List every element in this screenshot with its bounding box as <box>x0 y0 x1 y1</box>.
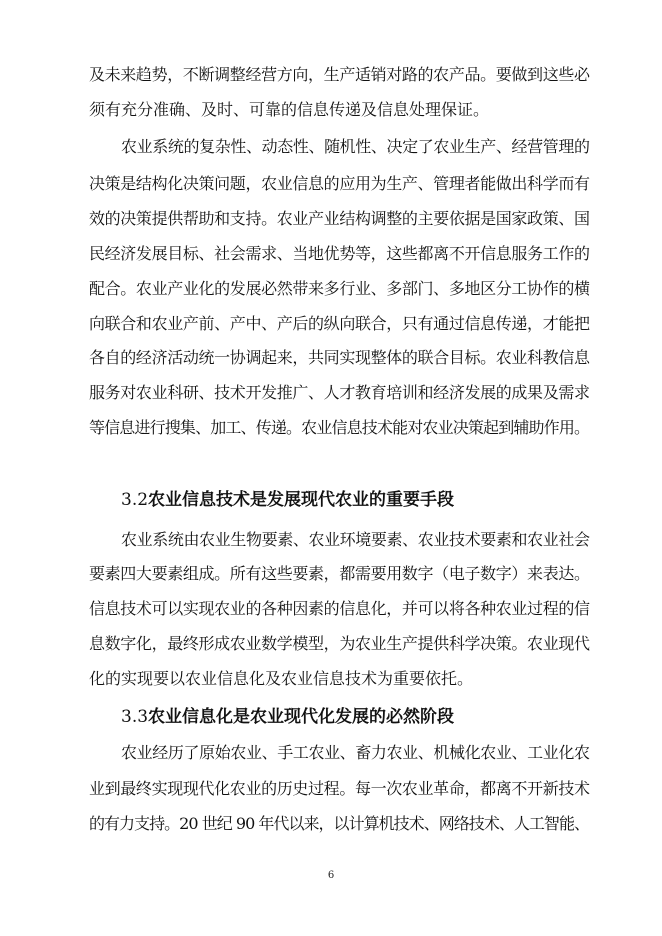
text-line: 农业系统的复杂性、动态性、随机性、决定了农业生产、经营管理的 <box>121 137 590 156</box>
text-line: 效的决策提供帮助和支持。农业产业结构调整的主要依据是国家政策、国 <box>89 209 590 228</box>
text-line: 等信息进行搜集、加工、传递。农业信息技术能对农业决策起到辅助作用。 <box>89 418 590 437</box>
text-line: 配合。农业产业化的发展必然带来多行业、多部门、多地区分工协作的横 <box>89 279 590 298</box>
text-line: 须有充分准确、及时、可靠的信息传递及信息处理保证。 <box>89 100 490 119</box>
text-line: 农业经历了原始农业、手工农业、畜力农业、机械化农业、工业化农 <box>121 743 590 762</box>
text-line: 各自的经济活动统一协调起来，共同实现整体的联合目标。农业科教信息 <box>89 348 590 367</box>
text-line: 的有力支持。20 世纪 90 年代以来，以计算机技术、网络技术、人工智能、 <box>89 814 590 833</box>
text-line: 化的实现要以农业信息化及农业信息技术为重要依托。 <box>89 669 474 688</box>
text-line: 要素四大要素组成。所有这些要素，都需要用数字（电子数字）来表达。 <box>89 564 590 583</box>
text-line: 向联合和农业产前、产中、产后的纵向联合，只有通过信息传递，才能把 <box>89 314 590 333</box>
text-line: 服务对农业科研、技术开发推广、人才教育培训和经济发展的成果及需求 <box>89 383 590 402</box>
section-title: 农业信息化是农业现代化发展的必然阶段 <box>148 707 455 727</box>
text-line: 决策是结构化决策问题，农业信息的应用为生产、管理者能做出科学而有 <box>89 174 590 193</box>
section-heading-3-3 <box>0 706 662 728</box>
text-line: 民经济发展目标、社会需求、当地优势等，这些都离不开信息服务工作的 <box>89 244 590 263</box>
text-line: 及未来趋势，不断调整经营方向，生产适销对路的农产品。要做到这些必 <box>89 65 590 84</box>
section-title: 农业信息技术是发展现代农业的重要手段 <box>148 490 455 510</box>
text-line: 业到最终实现现代化农业的历史过程。每一次农业革命，都离不开新技术 <box>89 779 590 798</box>
section-number: 3.3 <box>121 707 149 727</box>
text-line: 农业系统由农业生物要素、农业环境要素、农业技术要素和农业社会 <box>121 530 590 549</box>
page-number: 6 <box>327 870 335 881</box>
text-line: 息数字化，最终形成农业数学模型，为农业生产提供科学决策。农业现代 <box>89 634 590 653</box>
section-heading-3-2 <box>0 489 662 511</box>
text-line: 信息技术可以实现农业的各种因素的信息化，并可以将各种农业过程的信 <box>89 599 590 618</box>
section-number: 3.2 <box>121 490 149 510</box>
